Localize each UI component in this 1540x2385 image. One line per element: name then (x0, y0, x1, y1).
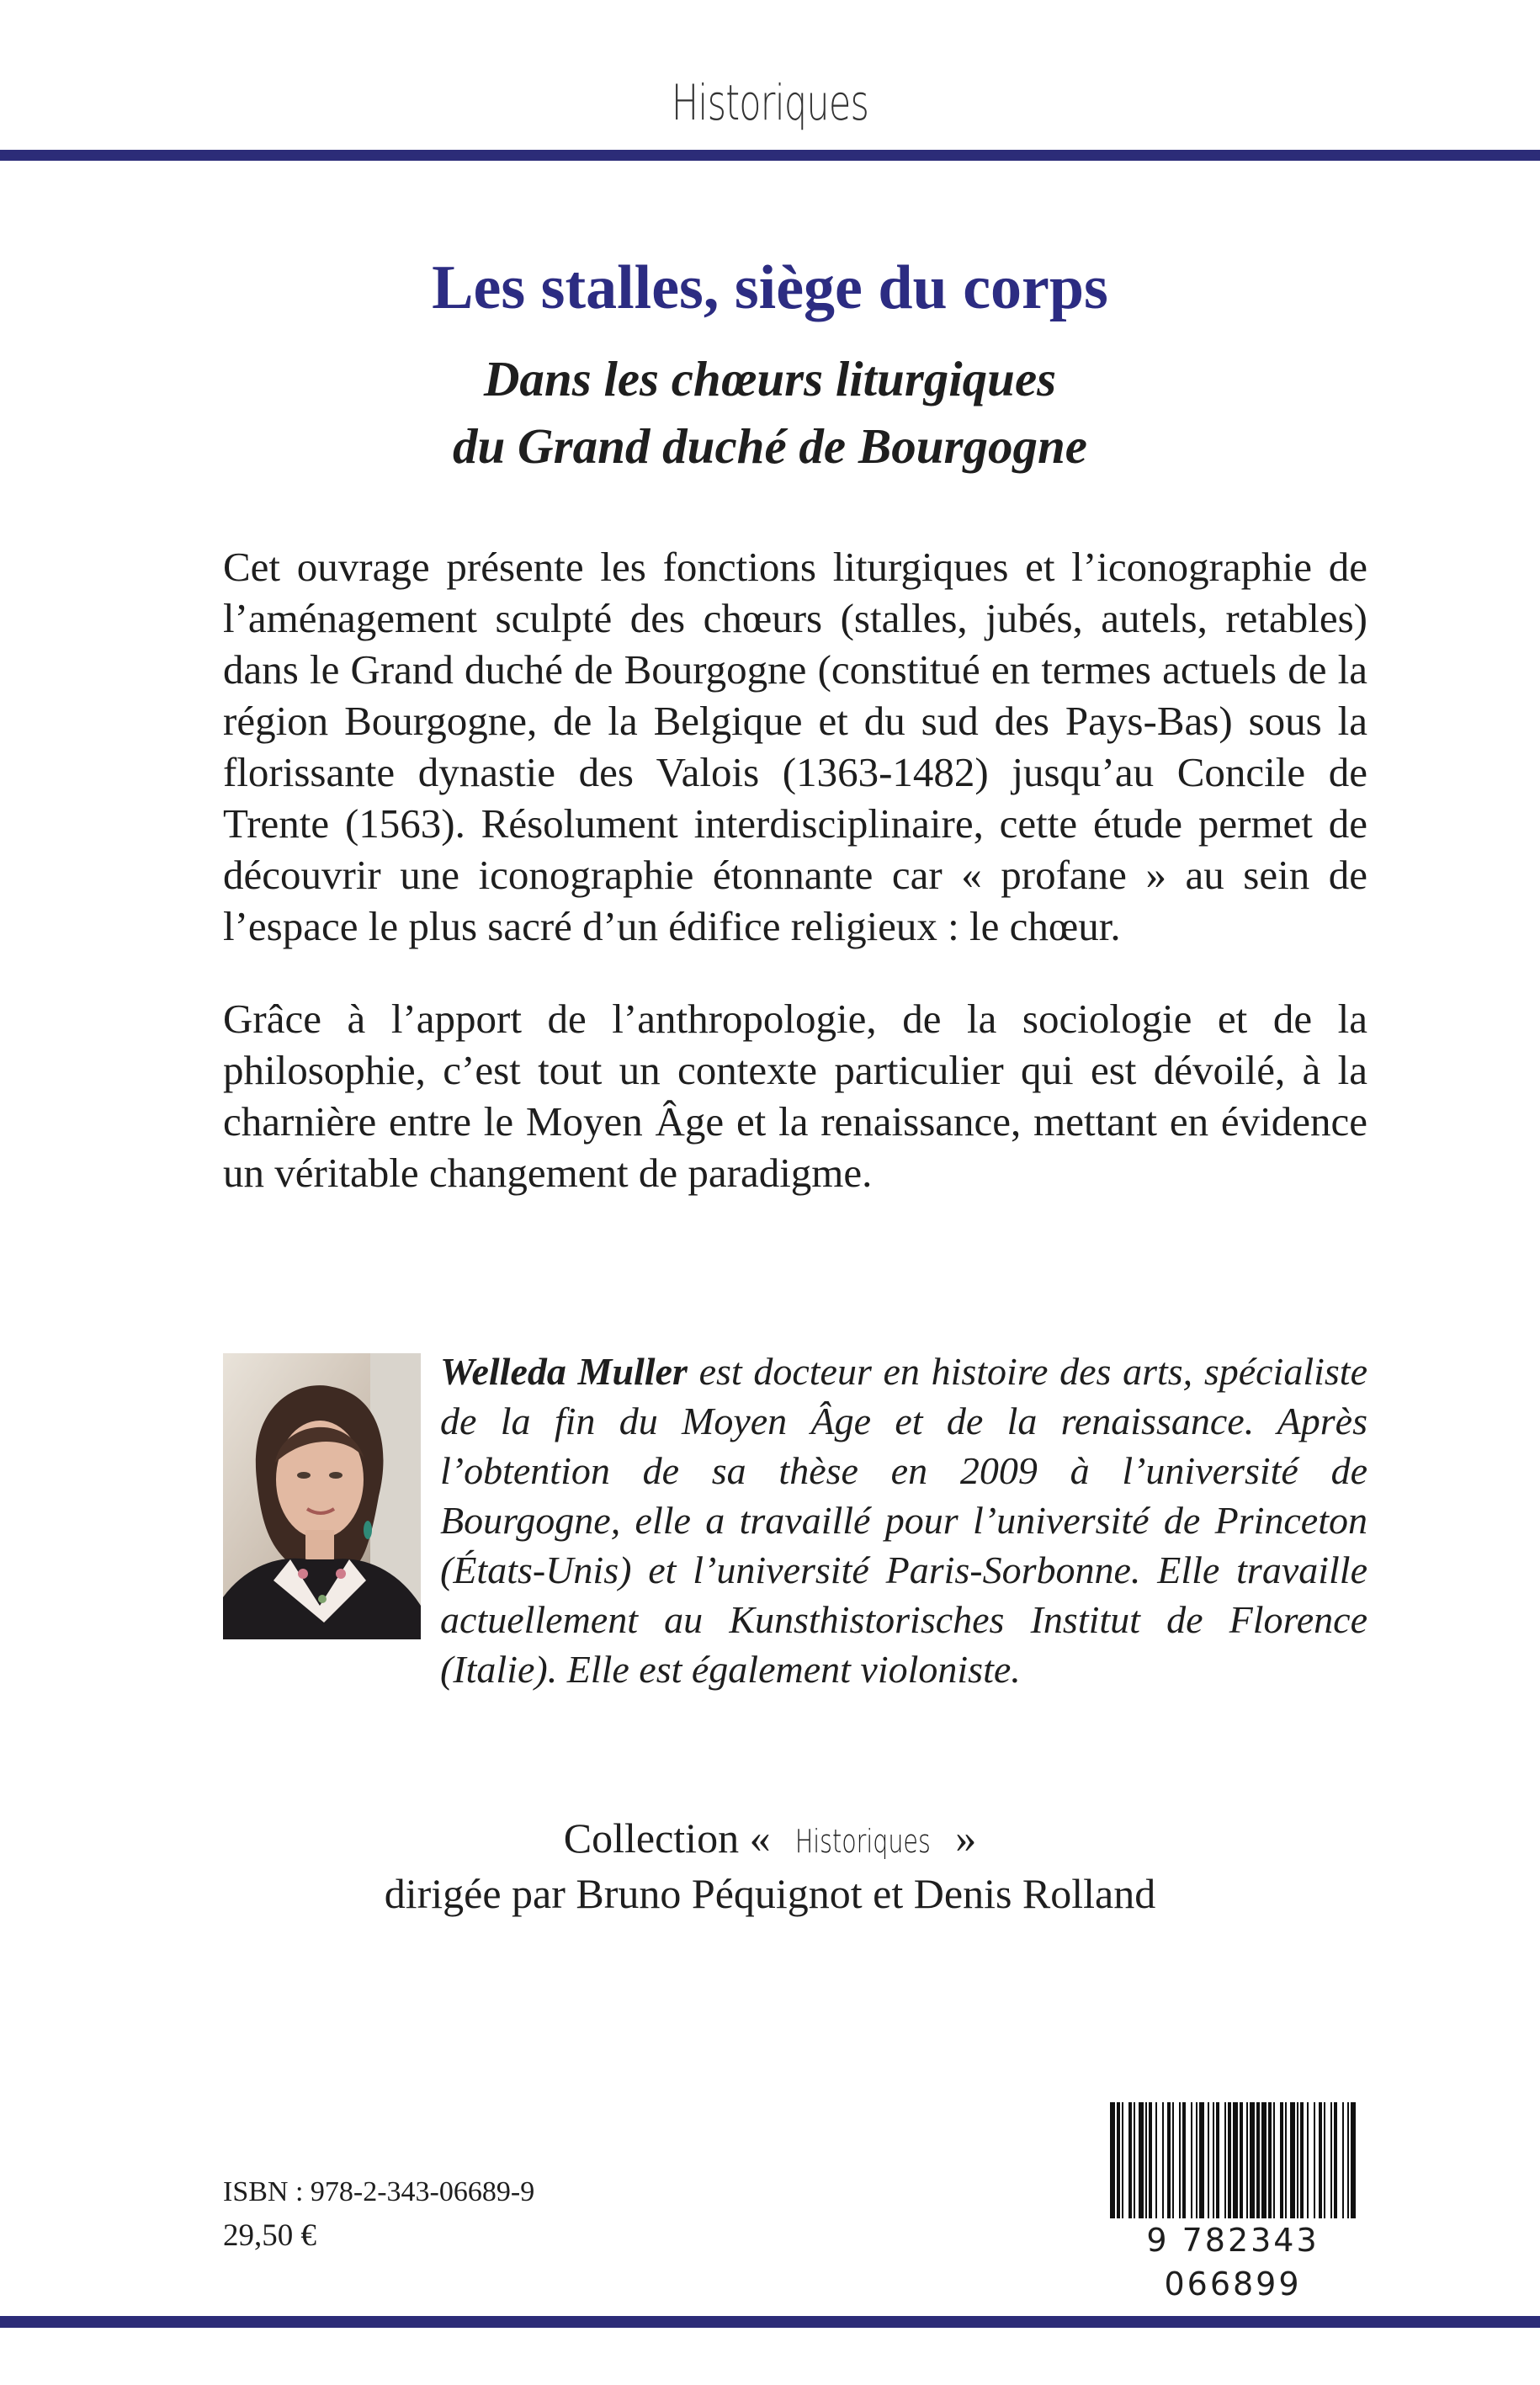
collection-suffix: » (944, 1814, 977, 1862)
author-photo (223, 1353, 421, 1639)
collection-series-name: Historiques (794, 1823, 931, 1860)
collection-prefix: Collection « (563, 1814, 782, 1862)
book-title: Les stalles, siège du corps (432, 253, 1108, 322)
price-text: 29,50 € (223, 2218, 316, 2253)
description-paragraph-2: Grâce à l’apport de l’anthropologie, de la sociologie et de la philosophie, c’est tout un contexte particulier qui est dévoilé, à la charnière entre le Moyen Âge et la renaissance, mettant en évidence un véritable changement de paradigme. (223, 996, 1367, 1196)
author-bio (440, 1347, 1367, 1694)
series-header: Historiques (671, 74, 869, 131)
top-rule (0, 150, 1540, 161)
collection-info (0, 1812, 1540, 1920)
book-subtitle (0, 345, 1540, 480)
bottom-rule (0, 2316, 1540, 2328)
author-name: Welleda Muller (440, 1350, 688, 1393)
isbn-text: ISBN : 978-2-343-06689-9 (223, 2176, 535, 2207)
subtitle-line-1: Dans les chœurs liturgiques (483, 351, 1057, 406)
barcode-digits: 9 782343 066899 (1101, 2218, 1365, 2306)
collection-line (0, 1812, 1540, 1867)
collection-directors: dirigée par Bruno Péquignot et Denis Rolland (384, 1870, 1156, 1917)
author-bio-text: est docteur en histoire des arts, spécialiste de la fin du Moyen Âge et de la renaissance. Après l’obtention de sa thèse en 2009 à l’université de Bourgogne, elle a travaillé pour l’université de Princeton (États-Unis) et l’université Paris-Sorbonne. Elle travaille actuellement au Kunsthistorisches Institut de Florence (Italie). Elle est également violoniste. (440, 1350, 1367, 1691)
description-paragraph-1: Cet ouvrage présente les fonctions liturgiques et l’iconographie de l’aménagement sculpté des chœurs (stalles, jubés, autels, retables) dans le Grand duché de Bourgogne (constitué en termes actuels de la région Bourgogne, de la Belgique et du sud des Pays-Bas) sous la florissante dynastie des Valois (1363-1482) jusqu’au Concile de Trente (1563). Résolument interdisciplinaire, cette étude permet de découvrir une iconographie étonnante car « profane » au sein de l’espace le plus sacré d’un édifice religieux : le chœur. (223, 544, 1367, 949)
subtitle-line-2: du Grand duché de Bourgogne (452, 418, 1087, 474)
